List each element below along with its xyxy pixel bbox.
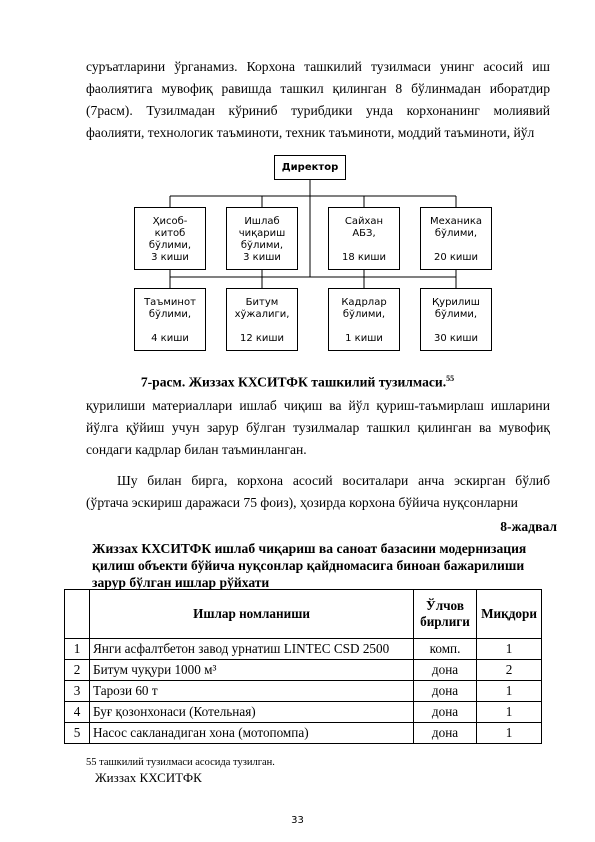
- table-title-line-1: Жиззах КХСИТФК ишлаб чиқариш ва саноат базасини модернизация: [92, 541, 527, 556]
- org-box-line: Таъминот: [144, 297, 196, 308]
- org-box-line: [329, 321, 399, 333]
- org-box-bitumen: [226, 288, 298, 351]
- footnote-ref: 55: [446, 374, 455, 383]
- para2-line-2: йўлга қўйиш учун зарур бўлган тузилмалар ташкил қилинган ва мувофиқ: [86, 420, 550, 435]
- org-box-line: бўлими,: [434, 228, 478, 239]
- org-box-line: Механика: [429, 216, 483, 227]
- header-work-name: Ишлар номланиши: [90, 590, 414, 639]
- org-box-line: 12 киши: [239, 333, 285, 344]
- cell-work-name: Буғ қозонхонаси (Котельная): [90, 702, 414, 723]
- table-title-line-3: зарур бўлган ишлар рўйхати: [92, 575, 270, 590]
- cell-quantity: 1: [477, 723, 542, 744]
- table-number: 8-жадвал: [500, 519, 557, 534]
- page-number: 33: [291, 815, 304, 826]
- org-box-line: [421, 321, 491, 333]
- cell-quantity: 1: [477, 702, 542, 723]
- org-box-line: Ҳисоб-: [152, 216, 188, 227]
- org-box-line: 3 киши: [243, 252, 281, 263]
- cell-number: 2: [65, 660, 90, 681]
- org-box-mechanics: [420, 207, 492, 270]
- table-title: [92, 540, 526, 591]
- org-box-line: [421, 240, 491, 252]
- org-box-director: [274, 155, 346, 180]
- body-paragraph-2: [86, 395, 550, 461]
- org-box-accounting: [134, 207, 206, 270]
- para3-line-2: (ўртача эскириш даражаси 75 фоиз), ҳозирда корхона бўйича нуқсонларни: [86, 495, 518, 510]
- works-table: [64, 589, 542, 744]
- cell-quantity: 1: [477, 639, 542, 660]
- org-box-line: 3 киши: [151, 252, 189, 263]
- org-box-line: Ишлаб: [244, 216, 280, 227]
- footnote: 55 ташкилий тузилмаси асосида тузилган.: [86, 757, 275, 768]
- table-row: [65, 723, 542, 744]
- cell-work-name: Насос сакланадиган хона (мотопомпа): [90, 723, 414, 744]
- table-header-row: [65, 590, 542, 639]
- cell-number: 1: [65, 639, 90, 660]
- cell-number: 3: [65, 681, 90, 702]
- cell-unit: дона: [414, 681, 477, 702]
- cell-work-name: Янги асфалтбетон завод урнатиш LINTEC CSD 2500: [90, 639, 414, 660]
- figure-caption-text: 7-расм. Жиззах КХСИТФК ташкилий тузилмаси.: [140, 374, 447, 390]
- org-box-line: Битум: [245, 297, 279, 308]
- cell-number: 4: [65, 702, 90, 723]
- header-unit-line-1: Ўлчов: [426, 598, 464, 613]
- table-row: [65, 681, 542, 702]
- para3-line-1: Шу билан бирга, корхона асосий воситалари анча эскирган бўлиб: [117, 473, 550, 488]
- org-box-line: [135, 321, 205, 333]
- org-box-line: Кадрлар: [341, 297, 387, 308]
- org-box-line: бўлими,: [148, 309, 192, 320]
- table-title-line-2: қилиш объекти бўйича нуқсонлар қайдномасига биноан бажарилиши: [92, 558, 525, 573]
- table-row: [65, 702, 542, 723]
- cell-work-name: Битум чуқури 1000 м³: [90, 660, 414, 681]
- intro-line-4: фаолияти, технологик таъминоти, техник таъминоти, моддий таъминоти, йўл: [86, 125, 535, 140]
- org-box-line: Қурилиш: [432, 297, 480, 308]
- cell-unit: дона: [414, 660, 477, 681]
- org-box-line: АБЗ,: [352, 228, 376, 239]
- header-unit: [414, 590, 477, 639]
- org-box-construction: [420, 288, 492, 351]
- body-paragraph-3: [86, 470, 550, 514]
- org-box-line: китоб: [154, 228, 186, 239]
- header-number: [65, 590, 90, 639]
- org-box-line: 1 киши: [345, 333, 383, 344]
- org-box-line: [329, 240, 399, 252]
- table-row: [65, 639, 542, 660]
- org-box-line: Сайхан: [344, 216, 384, 227]
- org-box-line: хўжалиги,: [234, 309, 290, 320]
- org-box-line: бўлими,: [342, 309, 386, 320]
- org-director-label: Директор: [281, 162, 339, 173]
- org-box-supply: [134, 288, 206, 351]
- intro-line-3: (7расм). Тузилмадан кўриниб турибдики унда корхонанинг молиявий: [86, 103, 550, 118]
- cell-quantity: 2: [477, 660, 542, 681]
- org-box-line: бўлими,: [240, 240, 284, 251]
- org-box-line: чиқариш: [238, 228, 286, 239]
- table-row: [65, 660, 542, 681]
- org-box-production: [226, 207, 298, 270]
- footnote-continuation: Жиззах КХСИТФК: [95, 770, 202, 785]
- intro-line-1: суръатларини ўрганамиз. Корхона ташкилий тузилмаси унинг асосий иш: [86, 59, 550, 74]
- cell-quantity: 1: [477, 681, 542, 702]
- cell-unit: дона: [414, 702, 477, 723]
- cell-number: 5: [65, 723, 90, 744]
- header-unit-line-2: бирлиги: [420, 614, 470, 629]
- para2-line-1: қурилиши материаллари ишлаб чиқиш ва йўл қуриш-таъмирлаш ишларини: [86, 398, 550, 413]
- org-box-line: 4 киши: [151, 333, 189, 344]
- cell-unit: дона: [414, 723, 477, 744]
- cell-unit: комп.: [414, 639, 477, 660]
- org-box-personnel: [328, 288, 400, 351]
- org-box-line: [227, 321, 297, 333]
- org-box-line: 18 киши: [341, 252, 387, 263]
- org-box-abz: [328, 207, 400, 270]
- para2-line-3: сондаги кадрлар билан таъминланган.: [86, 442, 307, 457]
- org-box-line: 30 киши: [433, 333, 479, 344]
- org-box-line: бўлими,: [148, 240, 192, 251]
- org-box-line: 20 киши: [433, 252, 479, 263]
- cell-work-name: Тарози 60 т: [90, 681, 414, 702]
- header-quantity: Миқдори: [477, 590, 542, 639]
- intro-line-2: фаолиятига мувофиқ равишда ташкил қилинган 8 бўлинмадан иборатдир: [86, 81, 550, 96]
- figure-caption: [0, 374, 595, 391]
- org-box-line: бўлими,: [434, 309, 478, 320]
